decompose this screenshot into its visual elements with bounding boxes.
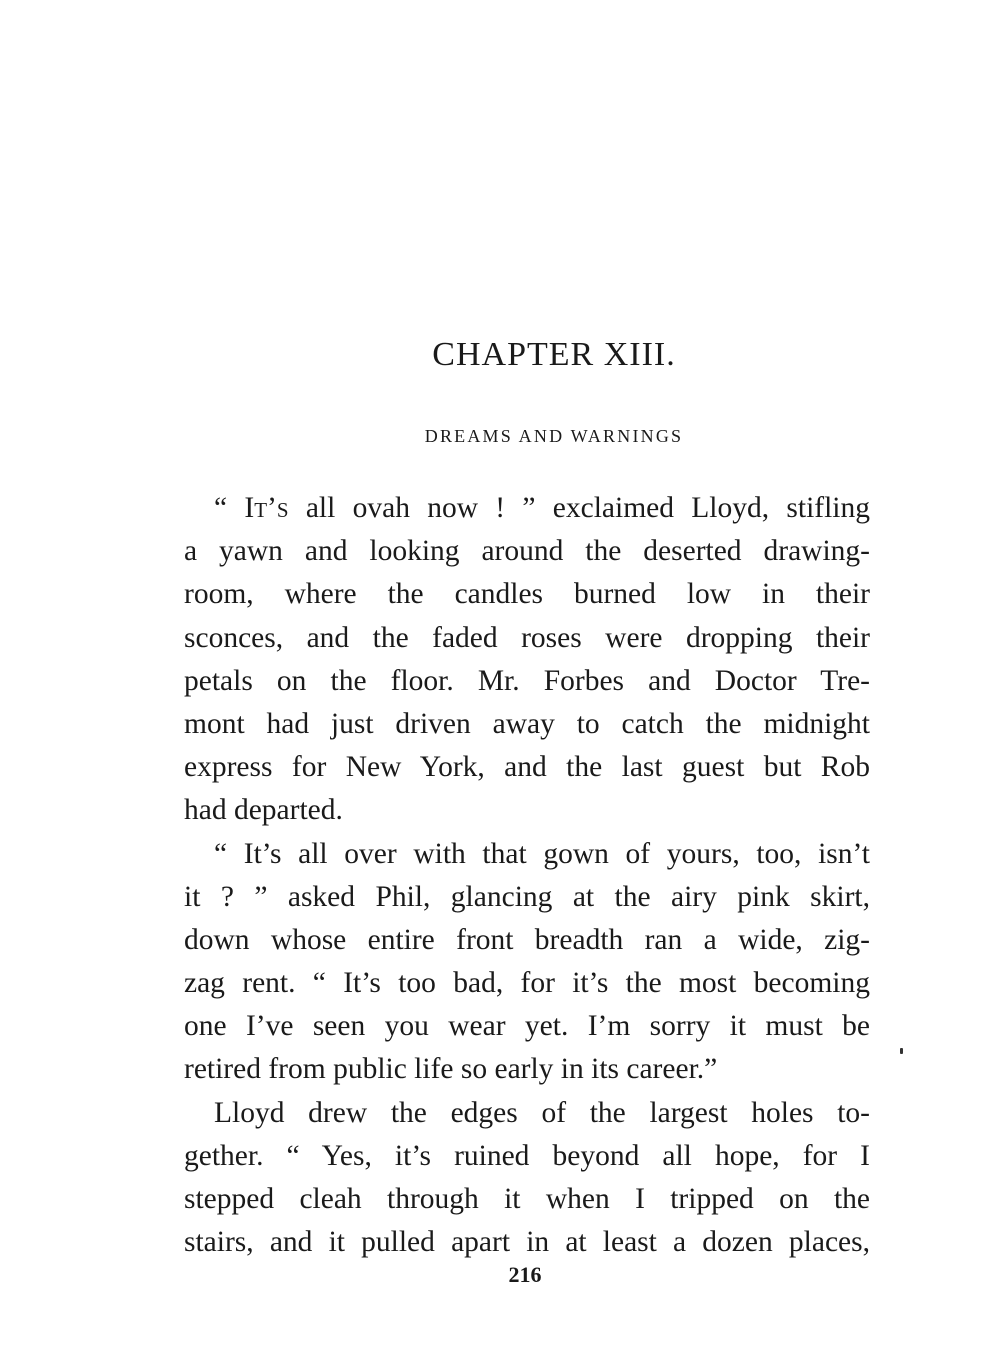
- text-line: had departed.: [184, 794, 343, 827]
- ink-speck: [900, 1048, 903, 1054]
- chapter-title: CHAPTER XIII.: [432, 336, 676, 373]
- text-line: one I’ve seen you wear yet. I’m sorry it must be: [184, 1010, 870, 1043]
- text-line: it ? ” asked Phil, glancing at the airy pink skirt,: [184, 880, 870, 913]
- drop-word: It’s: [244, 492, 289, 524]
- text-line: petals on the floor. Mr. Forbes and Doctor Tre-: [184, 664, 870, 697]
- text-line: gether. “ Yes, it’s ruined beyond all hope, for I: [184, 1139, 870, 1172]
- opening-quote: “: [214, 492, 245, 524]
- text-line: down whose entire front breadth ran a wide, zig-: [184, 923, 870, 956]
- text-line: express for New York, and the last guest but Rob: [184, 751, 870, 784]
- body-text: [184, 487, 870, 1264]
- text-line: stepped cleah through it when I tripped on the: [184, 1183, 870, 1215]
- text-line: room, where the candles burned low in their: [184, 578, 870, 611]
- text-line: retired from public life so early in its career.”: [184, 1053, 718, 1086]
- text-line: sconces, and the faded roses were dropping their: [184, 621, 870, 654]
- text-line: [184, 487, 870, 530]
- chapter-subtitle: DREAMS AND WARNINGS: [424, 426, 684, 446]
- text-line: a yawn and looking around the deserted drawing-: [184, 535, 870, 568]
- line-text: all ovah now ! ” exclaimed Lloyd, stifling: [288, 492, 871, 524]
- text-line: “ It’s all over with that gown of yours, too, isn’t: [214, 837, 870, 870]
- text-line: mont had just driven away to catch the midnight: [184, 707, 870, 740]
- text-line: Lloyd drew the edges of the largest holes to-: [214, 1096, 870, 1129]
- text-line: stairs, and it pulled apart in at least a dozen places,: [184, 1226, 870, 1259]
- text-line: zag rent. “ It’s too bad, for it’s the most becoming: [184, 967, 870, 1000]
- page-number: 216: [508, 1262, 542, 1287]
